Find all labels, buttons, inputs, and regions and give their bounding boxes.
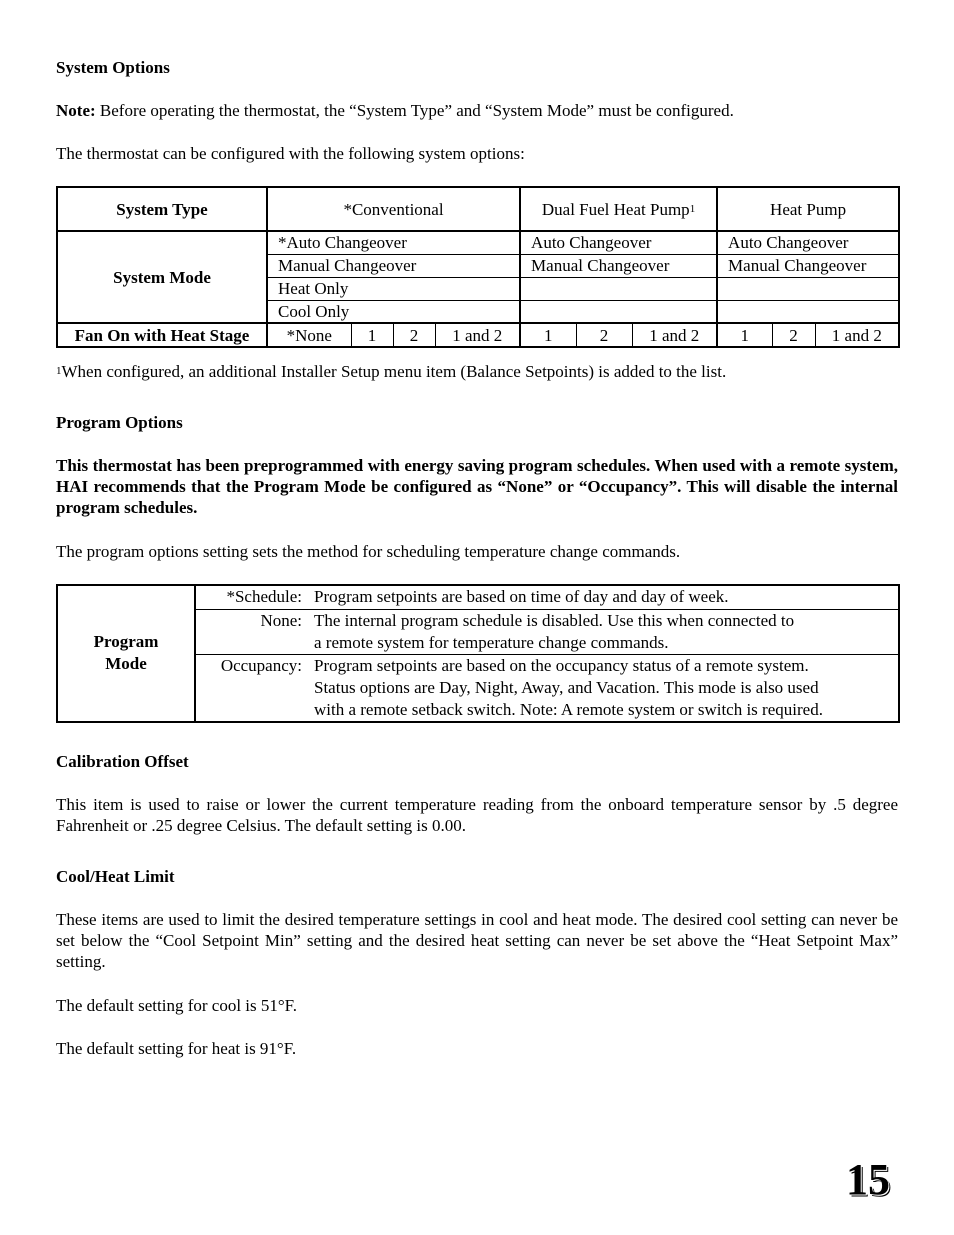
system-type-row bbox=[57, 187, 899, 231]
system-options-heading: System Options bbox=[56, 58, 170, 77]
default-cool-text: The default setting for cool is 51°F. bbox=[56, 996, 298, 1015]
fan-conventional: *None bbox=[267, 323, 351, 347]
fan-conventional: 1 bbox=[351, 323, 393, 347]
mode-heat-pump bbox=[717, 300, 899, 323]
fan-heat-pump: 2 bbox=[772, 323, 815, 347]
system-mode-label: System Mode bbox=[57, 231, 267, 323]
default-heat-text: The default setting for heat is 91°F. bbox=[56, 1039, 297, 1058]
calibration-heading: Calibration Offset bbox=[56, 752, 189, 771]
program-option-description: Program setpoints are based on time of day and day of week. bbox=[314, 585, 899, 609]
fan-dual-fuel: 1 bbox=[520, 323, 576, 347]
mode-dual-fuel bbox=[520, 300, 717, 323]
program-mode-table bbox=[56, 584, 900, 723]
fan-dual-fuel: 2 bbox=[576, 323, 632, 347]
fan-dual-fuel: 1 and 2 bbox=[632, 323, 717, 347]
footnote-mark: 1 bbox=[56, 365, 62, 377]
system-options-footnote bbox=[56, 361, 898, 382]
fan-stage-row bbox=[57, 323, 899, 347]
fan-conventional: 1 and 2 bbox=[435, 323, 520, 347]
system-options-note bbox=[56, 100, 898, 121]
program-option-name: None: bbox=[195, 609, 314, 654]
note-text: Before operating the thermostat, the “System Type” and “System Mode” must be configured. bbox=[95, 101, 734, 120]
page-number: 15 bbox=[846, 1155, 890, 1204]
system-options-table bbox=[56, 186, 900, 348]
program-option-row bbox=[57, 585, 899, 609]
mode-dual-fuel: Auto Changeover bbox=[520, 231, 717, 254]
mode-conventional: *Auto Changeover bbox=[267, 231, 520, 254]
program-options-intro: The program options setting sets the method for scheduling temperature change commands. bbox=[56, 542, 681, 561]
system-mode-row bbox=[57, 231, 899, 254]
mode-heat-pump: Auto Changeover bbox=[717, 231, 899, 254]
type-heat-pump: Heat Pump bbox=[717, 187, 899, 231]
system-options-intro: The thermostat can be configured with the following system options: bbox=[56, 144, 525, 163]
mode-dual-fuel bbox=[520, 277, 717, 300]
mode-conventional: Cool Only bbox=[267, 300, 520, 323]
fan-heat-pump: 1 bbox=[717, 323, 772, 347]
type-dual-fuel: Dual Fuel Heat Pump$^1$ bbox=[520, 187, 717, 231]
fan-stage-label: Fan On with Heat Stage bbox=[57, 323, 267, 347]
program-mode-label: Program Mode bbox=[57, 585, 195, 722]
cool-heat-limit-text: These items are used to limit the desired temperature settings in cool and heat mode. The desired cool setting can never be set below the “Cool Setpoint Min” setting and the desired heat setting can never be set above the “Heat Setpoint Max” setting. bbox=[56, 910, 898, 971]
note-label: Note: bbox=[56, 101, 96, 120]
fan-heat-pump: 1 and 2 bbox=[815, 323, 899, 347]
program-options-warning: This thermostat has been preprogrammed with energy saving program schedules. When used with a remote system, HAI recommends that the Program Mode be configured as “None” or “Occupancy”. This will disable the internal program schedules. bbox=[56, 456, 898, 517]
fan-conventional: 2 bbox=[393, 323, 435, 347]
program-option-name: Occupancy: bbox=[195, 654, 314, 722]
mode-conventional: Manual Changeover bbox=[267, 254, 520, 277]
program-option-description: Program setpoints are based on the occupancy status of a remote system. Status options are Day, Night, Away, and Vacation. This mode is also used with a remote setback switch. Note: A remote system or switch is required. bbox=[314, 654, 899, 722]
mode-dual-fuel: Manual Changeover bbox=[520, 254, 717, 277]
calibration-text: This item is used to raise or lower the current temperature reading from the onboard temperature sensor by .5 degree Fahrenheit or .25 degree Celsius. The default setting is 0.00. bbox=[56, 795, 898, 835]
mode-heat-pump: Manual Changeover bbox=[717, 254, 899, 277]
footnote-text: When configured, an additional Installer Setup menu item (Balance Setpoints) is added to the list. bbox=[61, 362, 727, 381]
program-options-heading: Program Options bbox=[56, 413, 183, 432]
type-conventional: *Conventional bbox=[267, 187, 520, 231]
program-option-description: The internal program schedule is disabled. Use this when connected to a remote system for temperature change commands. bbox=[314, 609, 899, 654]
cool-heat-limit-heading: Cool/Heat Limit bbox=[56, 867, 175, 886]
mode-heat-pump bbox=[717, 277, 899, 300]
program-option-name: *Schedule: bbox=[195, 585, 314, 609]
system-type-label: System Type bbox=[57, 187, 267, 231]
mode-conventional: Heat Only bbox=[267, 277, 520, 300]
